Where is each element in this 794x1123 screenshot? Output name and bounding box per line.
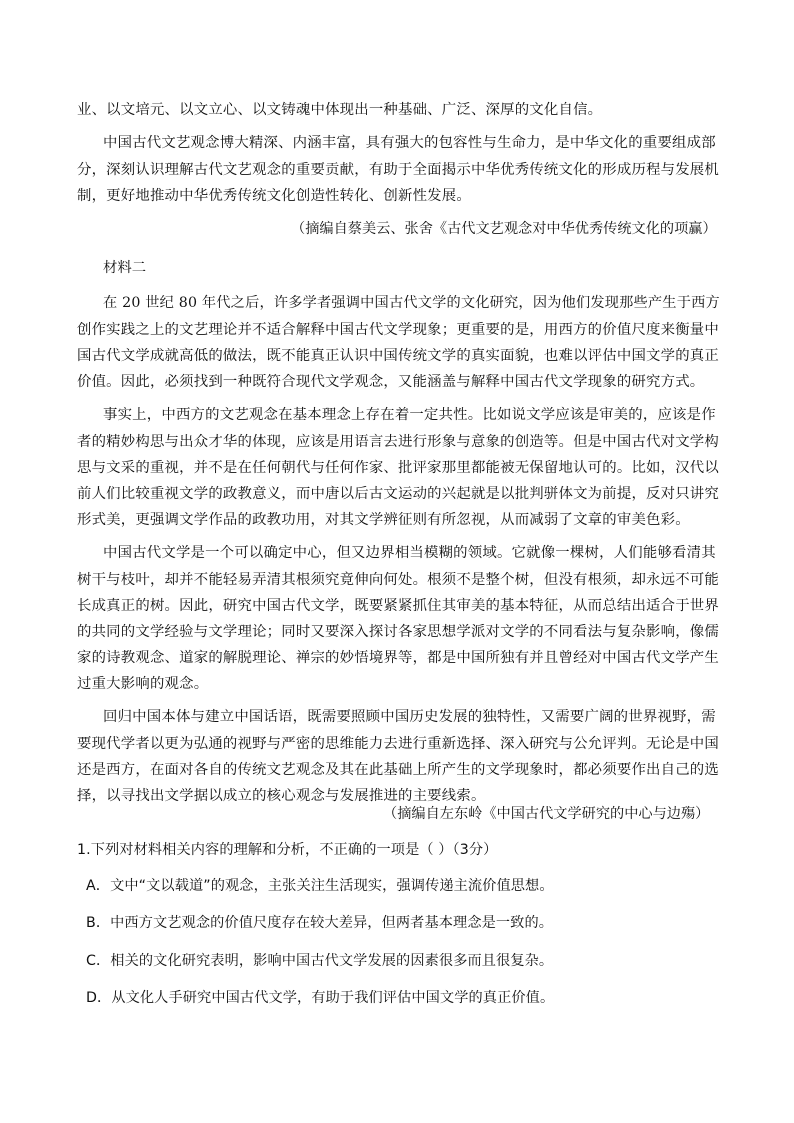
option-label: D． — [86, 990, 112, 1006]
option-text: 文中“文以载道”的观念，主张关注生活现实，强调传递主流价值思想。 — [110, 878, 554, 894]
paragraph-line: 长成真正的树。因此，研究中国古代文学，既要紧紧抓住其审美的基本特征，从而总结出适合于世界 — [77, 598, 719, 614]
option-a[interactable] — [86, 876, 554, 896]
source-citation: （摘编自蔡美云、张舍《古代文艺观念对中华优秀传统文化的项赢） — [291, 221, 717, 237]
paragraph-line: 过重大影响的观念。 — [77, 676, 209, 692]
paragraph-line: 在 20 世纪 80 年代之后，许多学者强调中国古代文学的文化研究，因为他们发现那些产生于西方 — [103, 295, 720, 311]
paragraph-line: 中国古代文学是一个可以确定中心，但又边界相当模糊的领域。它就像一棵树，人们能够看清其 — [103, 545, 716, 561]
option-c[interactable] — [86, 951, 553, 971]
question-stem: 1.下列对材料相关内容的理解和分析，不正确的一项是（ ）（3分） — [77, 842, 498, 858]
option-label: B． — [86, 915, 111, 931]
option-text: 相关的文化研究表明，影响中国古代文学发展的因素很多而且很复杂。 — [110, 953, 554, 969]
paragraph-line: 创作实践之上的文艺理论并不适合解释中国古代文学现象；更重要的是，用西方的价值尺度来衡量中 — [77, 322, 719, 338]
paragraph-line: 中国古代文艺观念博大精深、内涵丰富，具有强大的包容性与生命力，是中华文化的重要组成部 — [103, 135, 716, 151]
paragraph-line: 择，以寻找出文学据以成立的核心观念与发展推进的主要线索。 — [77, 788, 486, 804]
paragraph-line: 还是西方，在面对各自的传统文艺观念及其在此基础上所产生的文学现象时，都必须要作出自己的选 — [77, 762, 719, 778]
paragraph-line: 思与文采的重视，并不是在任何朝代与任何作家、批评家那里都能被无保留地认可的。比如，汉代以 — [77, 460, 719, 476]
paragraph-line: 的共同的文学经验与文学理论；同时又要深入探讨各家思想学派对文学的不同看法与复杂影响，像儒 — [77, 624, 719, 640]
paragraph-line: 价值。因此，必须找到一种既符合现代文学观念，又能涵盖与解释中国古代文学现象的研究方式。 — [77, 374, 705, 390]
option-b[interactable] — [86, 913, 553, 933]
option-text: 中西方文艺观念的价值尺度存在较大差异，但两者基本理念是一致的。 — [110, 915, 554, 931]
paragraph-line: 国古代文学成就高低的做法，既不能真正认识中国传统文学的真实面貌，也难以评估中国文学的真正 — [77, 348, 719, 364]
option-label: A． — [86, 878, 111, 894]
paragraph-line: 者的精妙构思与出众才华的体现，应该是用语言去进行形象与意象的创造等。但是中国古代对文学构 — [77, 434, 719, 450]
option-d[interactable] — [86, 988, 554, 1008]
paragraph-line: 前人们比较重视文学的政教意义，而中唐以后古文运动的兴起就是以批判骈体文为前提，反对只讲究 — [77, 486, 719, 502]
paragraph-line: 家的诗教观念、道家的解脱理论、禅宗的妙悟境界等，都是中国所独有并且曾经对中国古代文学产生 — [77, 650, 719, 666]
paragraph-line: 要现代学者以更为弘通的视野与严密的思维能力去进行重新选择、深入研究与公允评判。无论是中国 — [77, 736, 719, 752]
option-text: 从文化人手研究中国古代文学，有助于我们评估中国文学的真正价值。 — [111, 990, 555, 1006]
paragraph-line: 树干与枝叶，却并不能轻易弄清其根须究竟伸向何处。根须不是整个树，但没有根须，却永远不可能 — [77, 572, 719, 588]
paragraph-line: 回归中国本体与建立中国话语，既需要照顾中国历史发展的独特性，又需要广阔的世界视野，需 — [103, 709, 716, 725]
source-citation: （摘编自左东岭《中国古代文学研究的中心与边殤） — [383, 806, 710, 822]
paragraph-line: 制，更好地推动中华优秀传统文化创造性转化、创新性发展。 — [77, 188, 471, 204]
paragraph-line: 形式美，更强调文学作品的政教功用，对其文学辨征则有所忽视，从而减弱了文章的审美色彩。 — [77, 512, 690, 528]
material-heading: 材料二 — [103, 260, 147, 276]
option-label: C． — [86, 953, 111, 969]
paragraph-line: 业、以文培元、以文立心、以文铸魂中体现出一种基础、广泛、深厚的文化自信。 — [77, 102, 603, 118]
paragraph-line: 分，深刻认识理解古代文艺观念的重要贡献，有助于全面揭示中华优秀传统文化的形成历程与发展机 — [77, 162, 719, 178]
paragraph-line: 事实上，中西方的文艺观念在基本理念上存在着一定共性。比如说文学应该是审美的，应该是作 — [103, 407, 716, 423]
